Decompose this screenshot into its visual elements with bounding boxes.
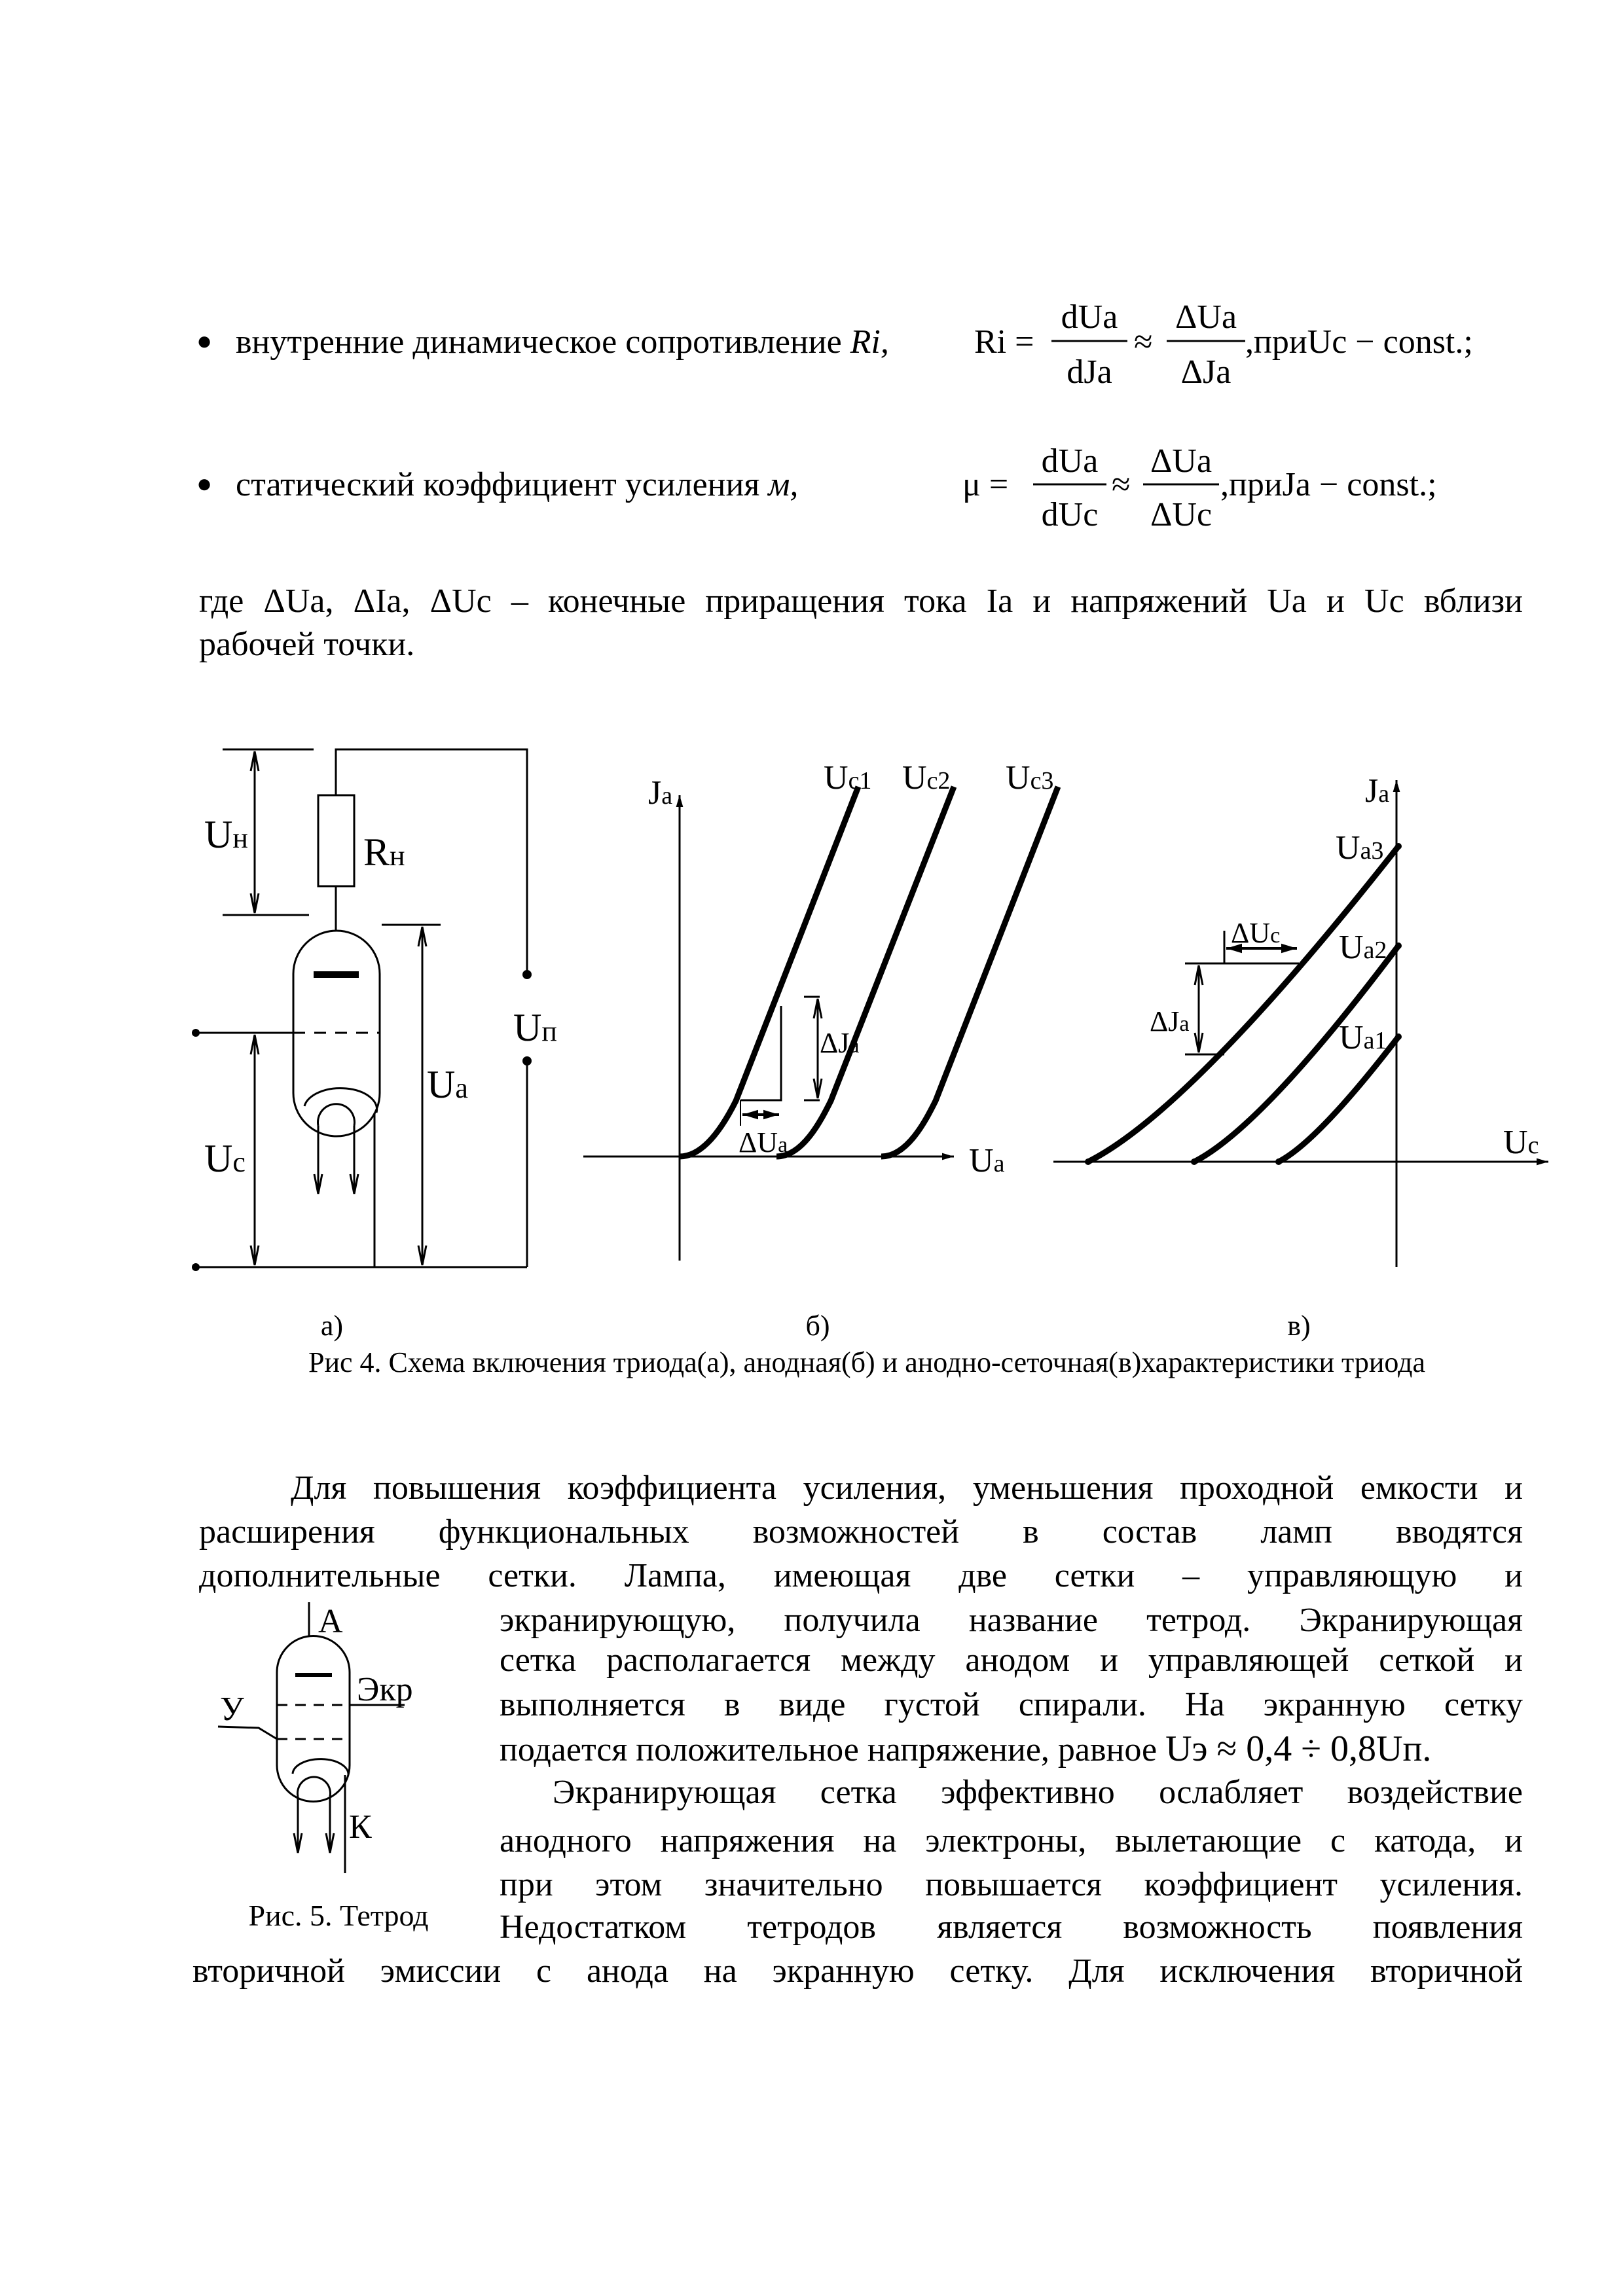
para-line-7 xyxy=(500,1727,1431,1772)
ri-num2: ΔUa xyxy=(1175,298,1237,336)
svg-text:Ua2: Ua2 xyxy=(1339,929,1387,966)
screen-voltage-formula: Uэ ≈ 0,4 ÷ 0,8Uп. xyxy=(1165,1729,1432,1769)
para-line-5: сетка располагается между анодом и управляющей сеткой и xyxy=(500,1641,1523,1679)
svg-text:Uc: Uc xyxy=(204,1137,246,1180)
ri-suffix: ,приUc − const.; xyxy=(1245,323,1473,361)
para-line-6: выполняется в виде густой спирали. На экранную сетку xyxy=(500,1686,1523,1723)
para-line-1: Для повышения коэффициента усиления, уменьшения проходной емкости и xyxy=(291,1469,1523,1507)
para-line-4: экранирующую, получила название тетрод. Экранирующая xyxy=(500,1602,1523,1639)
figure4-sublabels xyxy=(308,1310,1425,1378)
svg-text:Uн: Uн xyxy=(204,813,248,856)
svg-text:Ja: Ja xyxy=(1365,772,1390,810)
svg-text:а): а) xyxy=(320,1310,344,1342)
mu-num2: ΔUa xyxy=(1150,442,1213,480)
fraction-bars xyxy=(1033,341,1245,484)
svg-text:б): б) xyxy=(805,1310,830,1342)
bullet: ● xyxy=(196,326,213,355)
para-line-7-text: подается положительное напряжение, равное xyxy=(500,1731,1166,1768)
ri-approx: ≈ xyxy=(1134,323,1153,361)
grid-characteristics xyxy=(1053,780,1548,1267)
mu-den2: ΔUc xyxy=(1150,496,1213,533)
svg-text:Ja: Ja xyxy=(648,774,673,812)
svg-text:Ua1: Ua1 xyxy=(1339,1019,1387,1056)
figure5-caption: Рис. 5. Тетрод xyxy=(248,1899,429,1932)
anode-labels xyxy=(648,759,1053,1179)
ri-den2: ΔJa xyxy=(1180,353,1231,391)
ri-lhs: Ri = xyxy=(974,323,1034,361)
para-line-12: вторичной эмиссии с анода на экранную сетку. Для исключения вторичной xyxy=(192,1952,1523,1990)
terminals xyxy=(192,970,532,1271)
ri-num1: dUa xyxy=(1061,298,1118,336)
svg-text:Экр: Экр xyxy=(357,1671,413,1708)
resistor xyxy=(318,795,354,886)
curve-uc3 xyxy=(881,787,1058,1157)
svg-text:Uc: Uc xyxy=(1503,1124,1539,1161)
figure4-caption: Рис 4. Схема включения триода(а), анодная(б) и анодно-сеточная(в)характеристики триода xyxy=(308,1346,1426,1378)
ri-text: внутренние динамическое сопротивление xyxy=(236,323,850,361)
where-line-2: рабочей точки. xyxy=(199,626,415,663)
mu-var: м, xyxy=(768,466,799,503)
svg-text:ΔJa: ΔJa xyxy=(820,1027,860,1059)
bullet: ● xyxy=(196,469,213,498)
svg-text:Ua: Ua xyxy=(969,1142,1005,1179)
svg-text:в): в) xyxy=(1287,1310,1311,1342)
svg-text:Uc2: Uc2 xyxy=(902,759,951,797)
mu-lhs: μ = xyxy=(962,466,1009,503)
svg-text:К: К xyxy=(349,1808,372,1846)
ri-var: Ri, xyxy=(850,323,889,361)
tetrode-heater xyxy=(298,1777,331,1797)
cathode xyxy=(304,1088,377,1113)
ri-den1: dJa xyxy=(1067,353,1112,391)
where-line-1: где ΔUa, ΔIa, ΔUc – конечные приращения тока Ia и напряжений Ua и Uc вблизи xyxy=(199,583,1523,620)
tetrode-labels xyxy=(220,1603,429,1932)
svg-text:Ua: Ua xyxy=(427,1063,468,1106)
para-line-2: расширения функциональных возможностей в состав ламп вводятся xyxy=(199,1513,1523,1551)
para-line-11: Недостатком тетродов является возможность появления xyxy=(500,1909,1523,1946)
svg-text:Uc1: Uc1 xyxy=(824,759,872,797)
tetrode-diagram xyxy=(218,1602,405,1873)
curve-uc2 xyxy=(776,787,954,1157)
para-line-10: при этом значительно повышается коэффициент усиления. xyxy=(500,1866,1523,1903)
svg-text:ΔUc: ΔUc xyxy=(1231,917,1281,949)
svg-text:ΔJa: ΔJa xyxy=(1150,1005,1190,1037)
para-line-8: Экранирующая сетка эффективно ослабляет воздействие xyxy=(553,1774,1523,1811)
mu-text: статический коэффициент усиления xyxy=(236,466,769,503)
tetrode-cathode xyxy=(293,1759,348,1775)
svg-text:Rн: Rн xyxy=(363,831,405,874)
svg-text:ΔUa: ΔUa xyxy=(739,1126,788,1158)
para-line-9: анодного напряжения на электроны, вылетающие с катода, и xyxy=(500,1822,1523,1859)
mu-den1: dUc xyxy=(1041,496,1099,533)
mu-suffix: ,приJa − const.; xyxy=(1220,466,1437,503)
svg-text:Uп: Uп xyxy=(513,1006,557,1049)
svg-text:Ua3: Ua3 xyxy=(1336,829,1384,867)
svg-text:Uc3: Uc3 xyxy=(1006,759,1054,797)
heater xyxy=(318,1104,355,1126)
anode-characteristics xyxy=(583,787,1058,1261)
svg-text:У: У xyxy=(220,1691,244,1728)
svg-text:A: A xyxy=(318,1603,343,1640)
mu-num1: dUa xyxy=(1041,442,1099,480)
mu-approx: ≈ xyxy=(1112,466,1131,503)
para-line-3: дополнительные сетки. Лампа, имеющая две сетки – управляющую и xyxy=(199,1557,1523,1594)
